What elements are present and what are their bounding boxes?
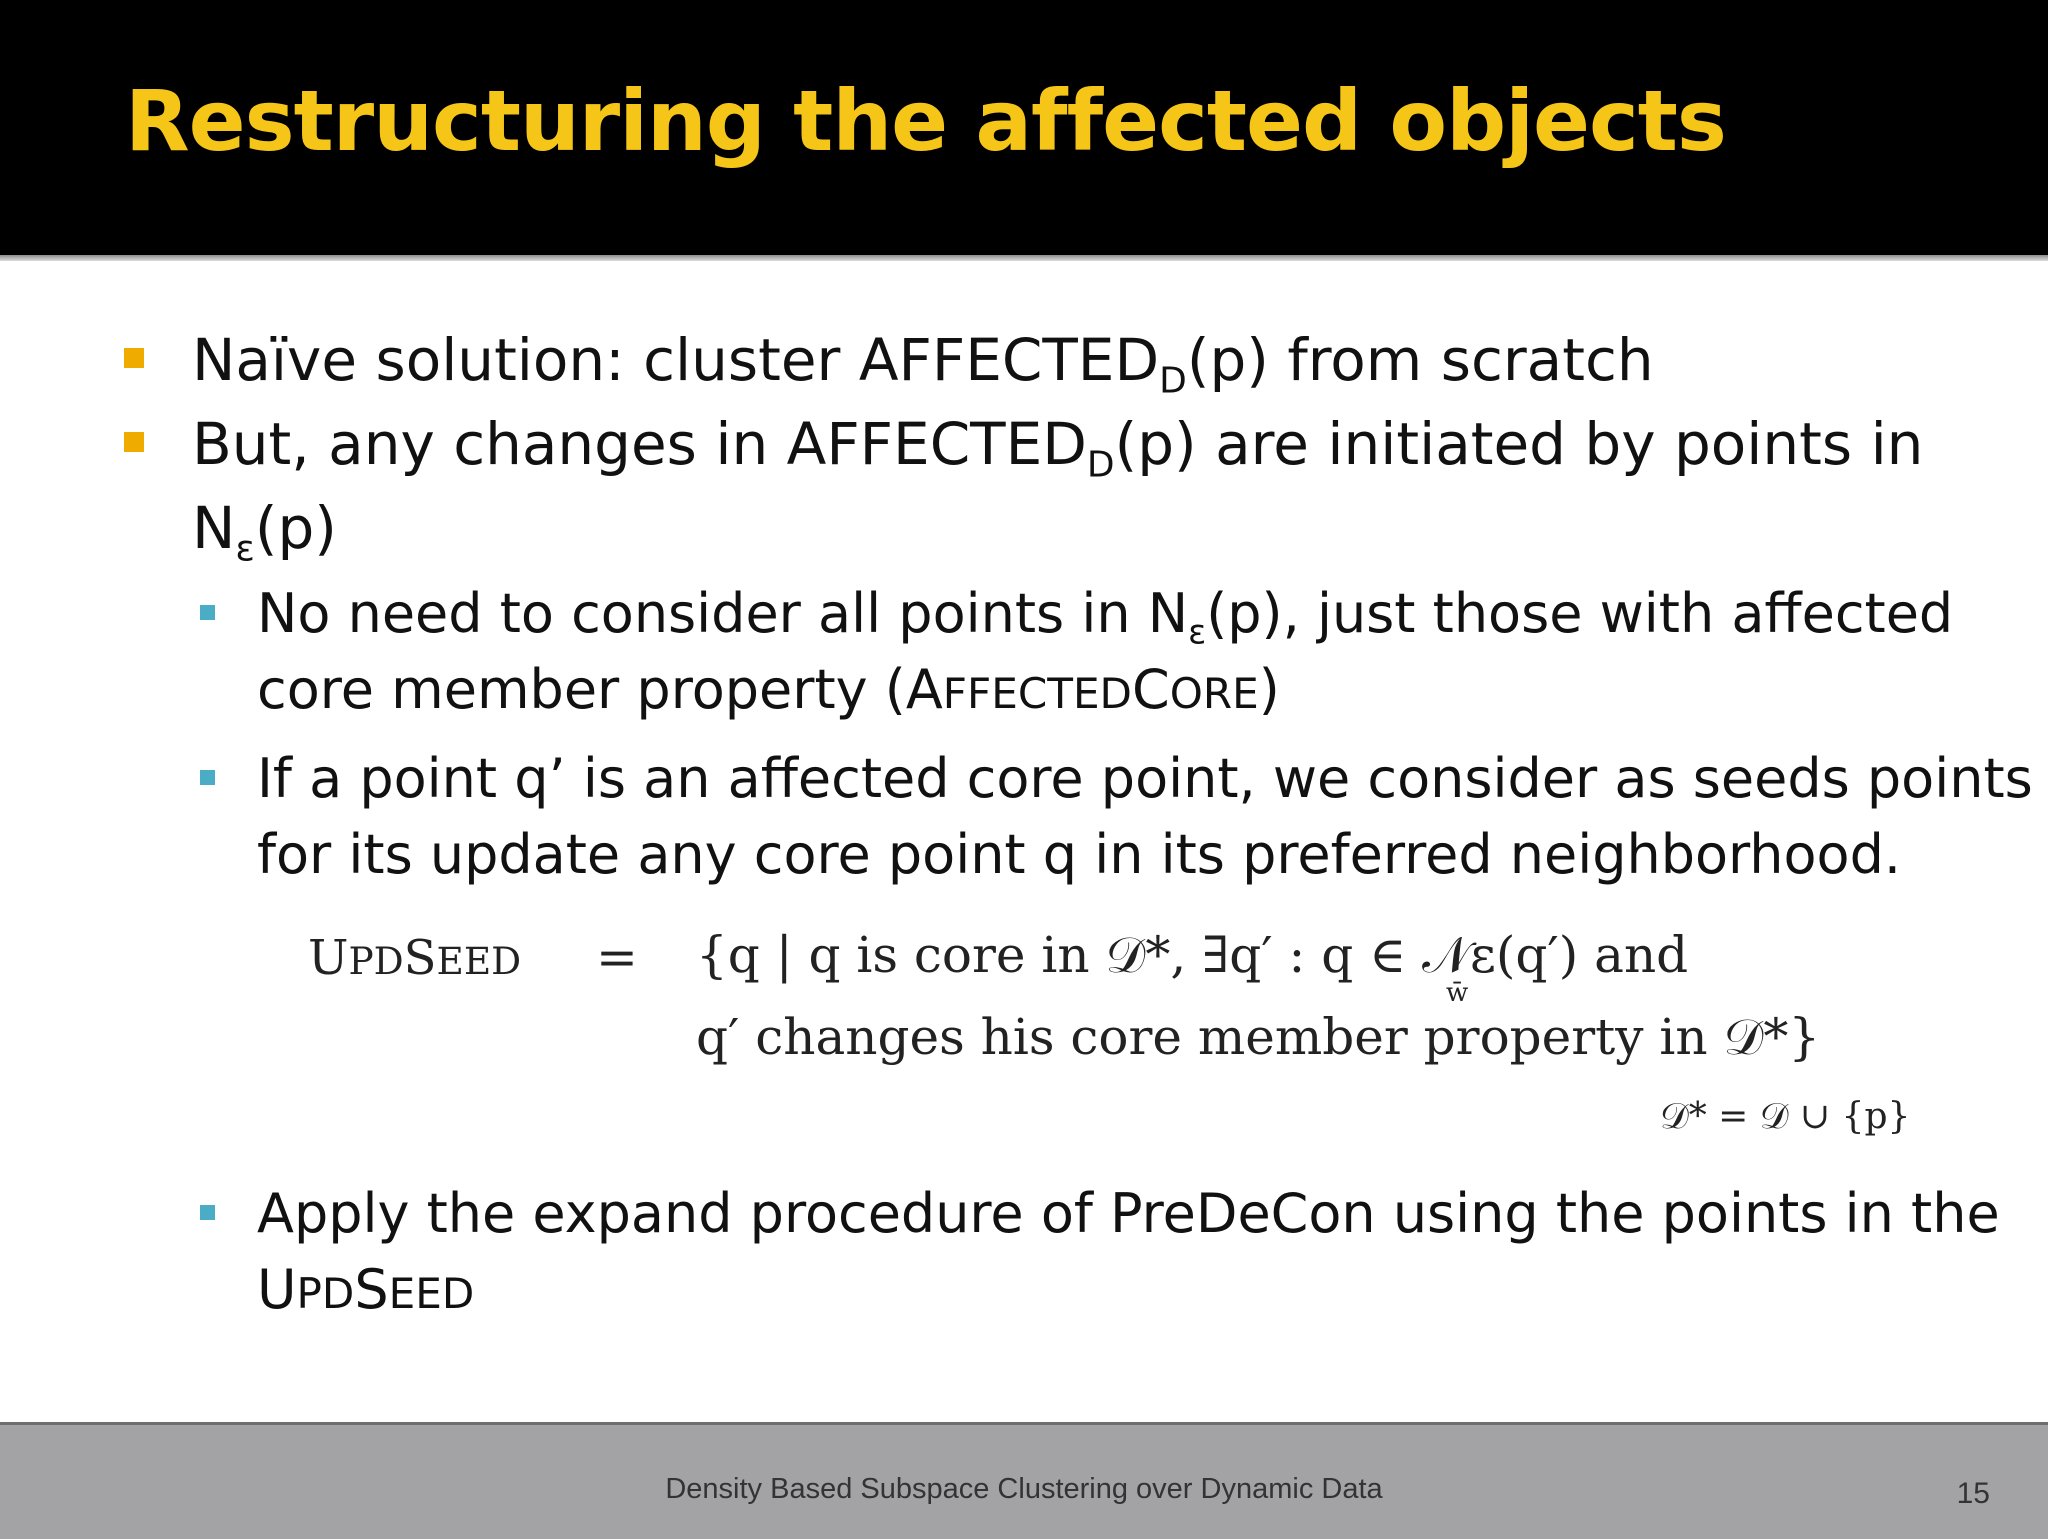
bullet-square-icon <box>124 432 144 452</box>
formula-line2: q′ changes his core member property in 𝒟*} <box>696 1008 1821 1066</box>
bullet-square-icon <box>200 1205 215 1220</box>
formula-line1: {q | q is core in 𝒟*, ∃q′ : q ∈ 𝒩ε(q′) and <box>696 926 1689 984</box>
bullet-changes-line2: $N_\varepsilon(p)$ <box>192 494 337 570</box>
footer-title: Density Based Subspace Clustering over Dynamic Data <box>665 1473 1383 1505</box>
bullet-square-icon <box>124 348 144 368</box>
subbullet-apply-expand: Apply the expand procedure of PreDeCon using the points in the <box>257 1176 2000 1252</box>
formula-note: 𝒟* = 𝒟 ∪ {p} <box>1660 1096 1911 1137</box>
footer-bar <box>0 1422 2048 1539</box>
subbullet-no-need-line2: core member property (AFFECTEDCORE) <box>257 658 1280 721</box>
slide-title: Restructuring the affected objects <box>125 72 1726 170</box>
subbullet-affected-core-point: If a point q’ is an affected core point, we consider as seeds points <box>257 741 2033 817</box>
page-number: 15 <box>1956 1477 1990 1510</box>
subbullet-apply-expand-line2: UPDSEED <box>257 1258 475 1321</box>
title-bar <box>0 0 2048 255</box>
formula-lhs: UPDSEED <box>308 930 522 986</box>
subbullet-affected-core-point-line2: for its update any core point q in its preferred neighborhood. <box>257 823 1902 886</box>
bullet-square-icon <box>200 605 215 620</box>
bullet-changes: But, any changes in $AFFECTED_D(p)$ are initiated by points in <box>192 402 1923 486</box>
subbullet-no-need: No need to consider all points in $N_\varepsilon(p)$, just those with affected <box>257 576 1953 652</box>
bullet-naive-solution: Naïve solution: cluster $AFFECTED_D(p)$ from scratch <box>192 318 1654 402</box>
bullet-square-icon <box>200 770 215 785</box>
formula-equals: = <box>596 928 638 986</box>
formula-mark: w̄ <box>1446 978 1469 1008</box>
